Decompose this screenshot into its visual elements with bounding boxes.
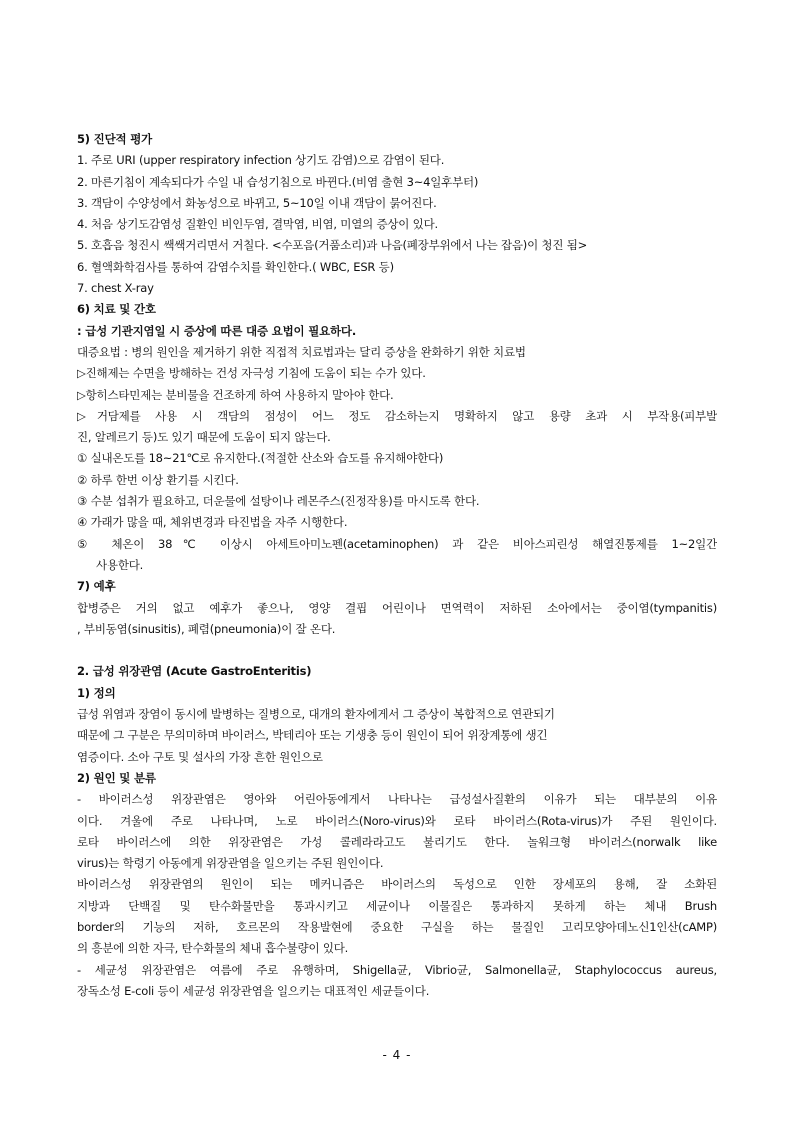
text-line: ▷거담제를 사용 시 객담의 점성이 어느 정도 감소하는지 명확하지 않고 용량 초과 시 부작용(피부발 bbox=[77, 408, 717, 423]
text-line: 바이러스성 위장관염의 원인이 되는 메커니즘은 바이러스의 독성으로 인한 장세포의 용해, 잘 소화된 bbox=[77, 877, 717, 892]
text-line: 2. 마른기침이 계속되다가 수일 내 습성기침으로 바뀐다.(비염 출현 3~4일후부터) bbox=[77, 174, 479, 189]
page-number: - 4 - bbox=[382, 1048, 412, 1062]
text-line: 염증이다. 소아 구토 및 설사의 가장 흔한 원인으로 bbox=[77, 749, 323, 764]
text-line: ① 실내온도를 18~21℃로 유지한다.(적절한 산소와 습도를 유지해야한다) bbox=[77, 451, 444, 466]
section-heading: 1) 정의 bbox=[77, 685, 116, 700]
text-line: 7. chest X-ray bbox=[77, 281, 154, 296]
text-line: 로타 바이러스에 의한 위장관염은 가성 콜레라라고도 불리기도 한다. 놀워크형 바이러스(norwalk like bbox=[77, 834, 717, 849]
text-line: 진, 알레르기 등)도 있기 때문에 도움이 되지 않는다. bbox=[77, 430, 331, 445]
text-line: ▷진해제는 수면을 방해하는 건성 자극성 기침에 도움이 되는 수가 있다. bbox=[77, 366, 426, 381]
text-line: 장독소성 E-coli 등이 세균성 위장관염을 일으키는 대표적인 세균들이다. bbox=[77, 983, 430, 998]
text-line: - 바이러스성 위장관염은 영아와 어린아동에게서 나타나는 급성설사질환의 이유가 되는 대부분의 이유 bbox=[77, 792, 717, 807]
text-line: , 부비동염(sinusitis), 폐렴(pneumonia)이 잘 온다. bbox=[77, 621, 336, 636]
section-heading: 2) 원인 및 분류 bbox=[77, 770, 156, 785]
text-line: ▷항히스타민제는 분비물을 건조하게 하여 사용하지 말아야 한다. bbox=[77, 387, 394, 402]
text-line: ② 하루 한번 이상 환기를 시킨다. bbox=[77, 472, 239, 487]
text-line: 때문에 그 구분은 무의미하며 바이러스, 박테리아 또는 기생충 등이 원인이 되어 위장계통에 생긴 bbox=[77, 728, 548, 743]
text-line: - 세균성 위장관염은 여름에 주로 유행하며, Shigella균, Vibrio균, Salmonella균, Staphylococcus aureus, bbox=[77, 962, 717, 977]
document-body bbox=[77, 129, 717, 1002]
section-heading: 7) 예후 bbox=[77, 579, 116, 594]
text-line: virus)는 학령기 아동에게 위장관염을 일으키는 주된 원인이다. bbox=[77, 856, 384, 871]
text-line: ③ 수분 섭취가 필요하고, 더운물에 설탕이나 레몬주스(진정작용)를 마시도록 한다. bbox=[77, 494, 480, 509]
text-line: 대증요법 : 병의 원인을 제거하기 위한 직접적 치료법과는 달리 증상을 완화하기 위한 치료법 bbox=[77, 344, 526, 359]
section-heading: 5) 진단적 평가 bbox=[77, 132, 153, 146]
text-line: 6. 혈액화학검사를 통하여 감염수치를 확인한다.( WBC, ESR 등) bbox=[77, 259, 394, 274]
text-line: 의 흥분에 의한 자극, 탄수화물의 체내 흡수불량이 있다. bbox=[77, 941, 349, 956]
text-line: 1. 주로 URI (upper respiratory infection 상기도 감염)으로 감염이 된다. bbox=[77, 153, 445, 168]
text-line: 3. 객담이 수양성에서 화농성으로 바뀌고, 5~10일 이내 객담이 묽어진다. bbox=[77, 195, 437, 210]
text-line: 급성 위염과 장염이 동시에 발병하는 질병으로, 대개의 환자에게서 그 증상이 복합적으로 연관되기 bbox=[77, 707, 555, 722]
section-heading: 2. 급성 위장관염 (Acute GastroEnteritis) bbox=[77, 664, 312, 679]
section-heading: 6) 치료 및 간호 bbox=[77, 302, 156, 317]
text-line: ⑤ 체온이 38℃ 이상시 아세트아미노펜(acetaminophen) 과 같은 비아스피린성 해열진통제를 1~2일간 bbox=[77, 536, 717, 551]
text-line: 합병증은 거의 없고 예후가 좋으나, 영양 결핍 어린이나 면역력이 저하된 소아에서는 중이염(tympanitis) bbox=[77, 600, 717, 615]
text-line: ④ 가래가 많을 때, 체위변경과 타진법을 자주 시행한다. bbox=[77, 515, 348, 530]
text-line: 4. 처음 상기도감염성 질환인 비인두염, 결막염, 비염, 미열의 증상이 있다. bbox=[77, 217, 438, 232]
text-line: 5. 호흡음 청진시 쌕쌕거리면서 거칠다. <수포음(거품소리)과 나음(폐장부위에서 나는 잡음)이 청진 됨> bbox=[77, 238, 588, 253]
text-line: 이다. 겨울에 주로 나타나며, 노로 바이러스(Noro-virus)와 로타 바이러스(Rota-virus)가 주된 원인이다. bbox=[77, 813, 717, 828]
text-line: border의 기능의 저하, 호르몬의 작용발현에 중요한 구실을 하는 물질인 고리모양아데노신1인산(cAMP) bbox=[77, 919, 717, 934]
text-line: 사용한다. bbox=[96, 557, 144, 572]
blank-line bbox=[77, 640, 717, 661]
text-line: 지방과 단백질 및 탄수화물만을 통과시키고 세균이나 이물질은 통과하지 못하게 하는 체내 Brush bbox=[77, 898, 717, 913]
section-heading: : 급성 기관지염일 시 증상에 따른 대증 요법이 필요하다. bbox=[77, 323, 356, 338]
